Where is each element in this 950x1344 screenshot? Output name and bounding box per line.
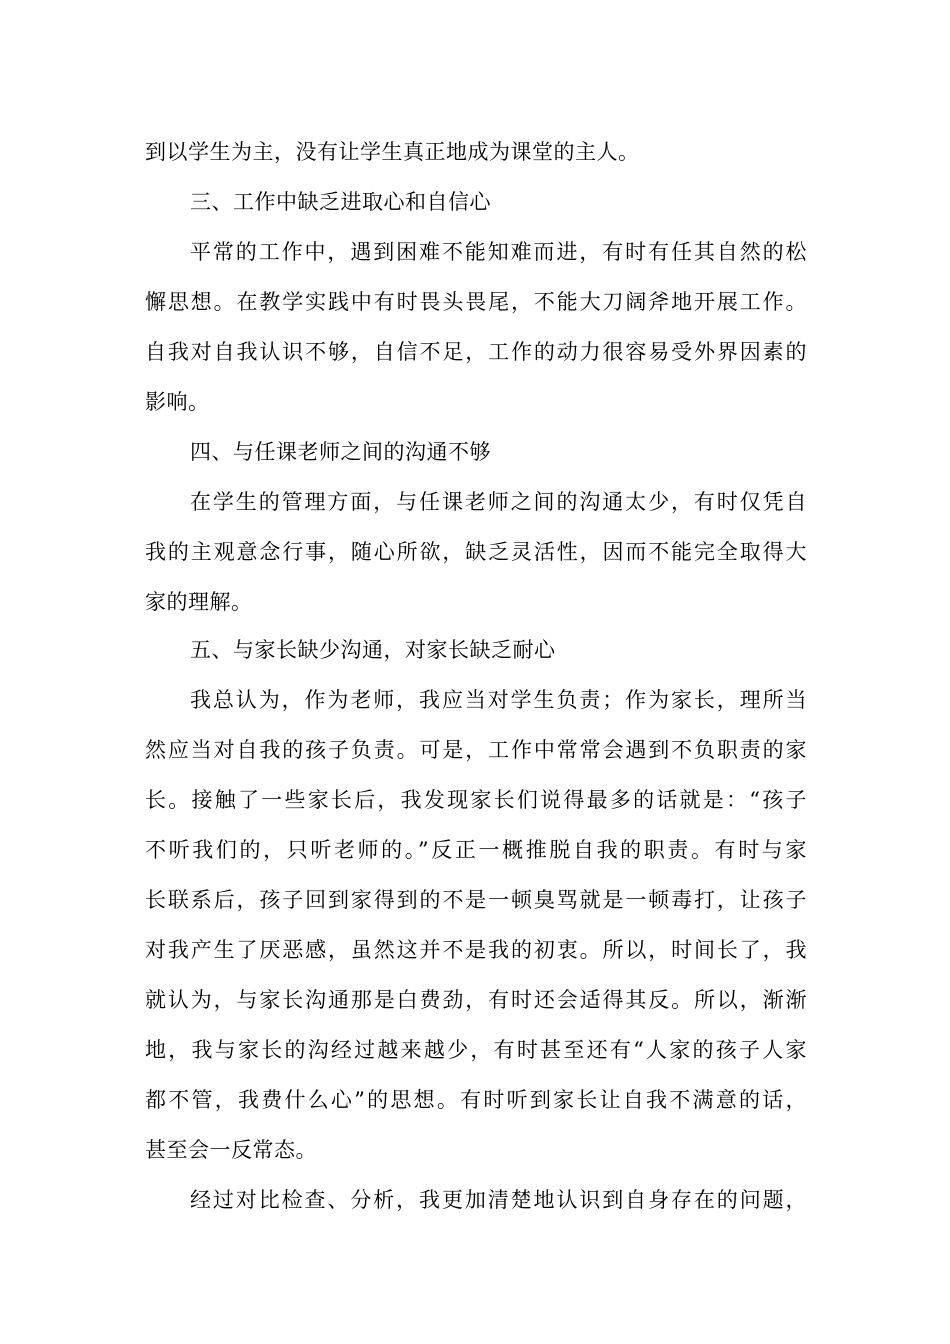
paragraph-line: 经过对比检查、分析，我更加清楚地认识到自身存在的问题，	[190, 1188, 807, 1212]
section-heading-5: 五、与家长缺少沟通，对家长缺乏耐心	[190, 638, 556, 662]
paragraph-line: 地，我与家长的沟经过越来越少，有时甚至还有“人家的孩子人家	[145, 1038, 807, 1062]
paragraph-line: 甚至会一反常态。	[145, 1138, 317, 1162]
paragraph-line: 家的理解。	[145, 590, 253, 614]
paragraph-line: 不听我们的，只听老师的。”反正一概推脱自我的职责。有时与家	[145, 838, 807, 862]
paragraph-line: 就认为，与家长沟通那是白费劲，有时还会适得其反。所以，渐渐	[145, 988, 807, 1012]
paragraph-line: 都不管，我费什么心”的思想。有时听到家长让自我不满意的话，	[145, 1088, 807, 1112]
paragraph-line: 在学生的管理方面，与任课老师之间的沟通太少，有时仅凭自	[190, 490, 807, 514]
paragraph-line: 我总认为，作为老师，我应当对学生负责；作为家长，理所当	[190, 688, 807, 712]
paragraph-line: 我的主观意念行事，随心所欲，缺乏灵活性，因而不能完全取得大	[145, 540, 807, 564]
paragraph-line: 懈思想。在教学实践中有时畏头畏尾，不能大刀阔斧地开展工作。	[145, 290, 807, 314]
section-heading-4: 四、与任课老师之间的沟通不够	[190, 440, 491, 464]
paragraph-line: 到以学生为主，没有让学生真正地成为课堂的主人。	[145, 140, 640, 164]
paragraph-line: 平常的工作中，遇到困难不能知难而进，有时有任其自然的松	[190, 240, 807, 264]
paragraph-line: 然应当对自我的孩子负责。可是，工作中常常会遇到不负职责的家	[145, 738, 807, 762]
paragraph-line: 影响。	[145, 390, 210, 414]
paragraph-line: 对我产生了厌恶感，虽然这并不是我的初衷。所以，时间长了，我	[145, 938, 807, 962]
paragraph-line: 长。接触了一些家长后，我发现家长们说得最多的话就是：“孩子	[145, 788, 807, 812]
paragraph-line: 自我对自我认识不够，自信不足，工作的动力很容易受外界因素的	[145, 340, 807, 364]
section-heading-3: 三、工作中缺乏进取心和自信心	[190, 190, 491, 214]
paragraph-line: 长联系后，孩子回到家得到的不是一顿臭骂就是一顿毒打，让孩子	[145, 888, 807, 912]
